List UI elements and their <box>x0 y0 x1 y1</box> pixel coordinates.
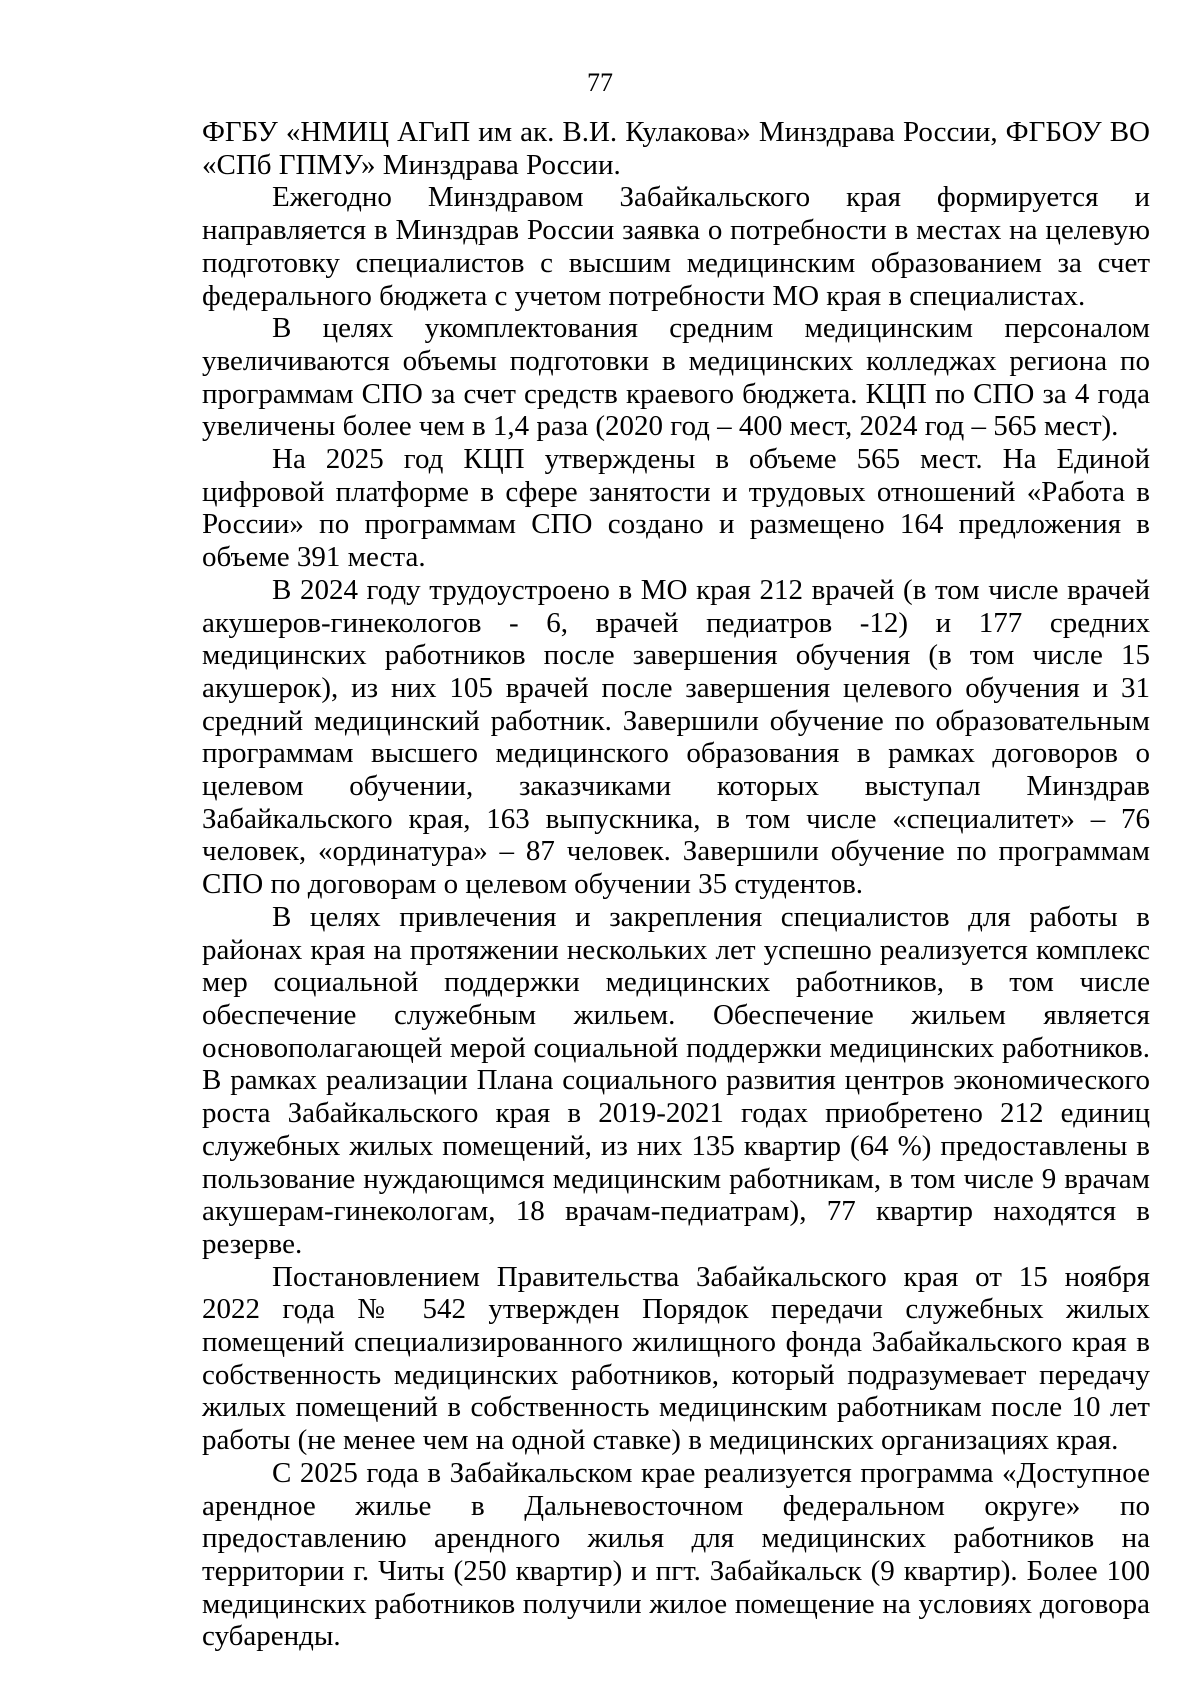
paragraph-target-training-request: Ежегодно Минздравом Забайкальского края формируется и направляется в Минздрав России заявка о потребности в местах на целевую подготовку специалистов с высшим медицинским образованием за счет федерального бюджета с учетом потребности МО края в специалистах. <box>202 181 1150 312</box>
paragraph-housing-transfer-decree: Постановлением Правительства Забайкальского края от 15 ноября 2022 года № 542 утвержден Порядок передачи служебных жилых помещений специализированного жилищного фонда Забайкальского края в собственность медицинских работников, который подразумевает передачу жилых помещений в собственность медицинским работникам после 10 лет работы (не менее чем на одной ставке) в медицинских организациях края. <box>202 1260 1150 1457</box>
paragraph-kcp-2025: На 2025 год КЦП утверждены в объеме 565 мест. На Единой цифровой платформе в сфере занятости и трудовых отношений «Работа в России» по программам СПО создано и размещено 164 предложения в объеме 391 места. <box>202 443 1150 574</box>
paragraph-rental-housing-program: С 2025 года в Забайкальском крае реализуется программа «Доступное арендное жилье в Дальневосточном федеральном округе» по предоставлению арендного жилья для медицинских работников на территории г. Читы (250 квартир) и пгт. Забайкальск (9 квартир). Более 100 медицинских работников получили жилое помещение на условиях договора субаренды. <box>202 1456 1150 1653</box>
paragraph-continuation: ФГБУ «НМИЦ АГиП им ак. В.И. Кулакова» Минздрава России, ФГБОУ ВО «СПб ГПМУ» Минздрава России. <box>202 116 1150 181</box>
paragraph-employment-2024: В 2024 году трудоустроено в МО края 212 врачей (в том числе врачей акушеров-гинекологов - 6, врачей педиатров -12) и 177 средних медицинских работников после завершения обучения (в том числе 15 акушерок), из них 105 врачей после завершения целевого обучения и 31 средний медицинский работник. Завершили обучение по образовательным программам высшего медицинского образования в рамках договоров о целевом обучении, заказчиками которых выступал Минздрав Забайкальского края, 163 выпускника, в том числе «специалитет» – 76 человек, «ординатура» – 87 человек. Завершили обучение по программам СПО по договорам о целевом обучении 35 студентов. <box>202 573 1150 901</box>
paragraph-housing-support: В целях привлечения и закрепления специалистов для работы в районах края на протяжении нескольких лет успешно реализуется комплекс мер социальной поддержки медицинских работников, в том числе обеспечение служебным жильем. Обеспечение жильем является основополагающей мерой социальной поддержки медицинских работников. В рамках реализации Плана социального развития центров экономического роста Забайкальского края в 2019-2021 годах приобретено 212 единиц служебных жилых помещений, из них 135 квартир (64 %) предоставлены в пользование нуждающимся медицинским работникам, в том числе 9 врачам акушерам-гинекологам, 18 врачам-педиатрам), 77 квартир находятся в резерве. <box>202 900 1150 1260</box>
document-body <box>202 116 1150 1653</box>
paragraph-secondary-staff-training: В целях укомплектования средним медицинским персоналом увеличиваются объемы подготовки в медицинских колледжах региона по программам СПО за счет средств краевого бюджета. КЦП по СПО за 4 года увеличены более чем в 1,4 раза (2020 год – 400 мест, 2024 год – 565 мест). <box>202 312 1150 443</box>
page-number: 77 <box>587 68 613 97</box>
